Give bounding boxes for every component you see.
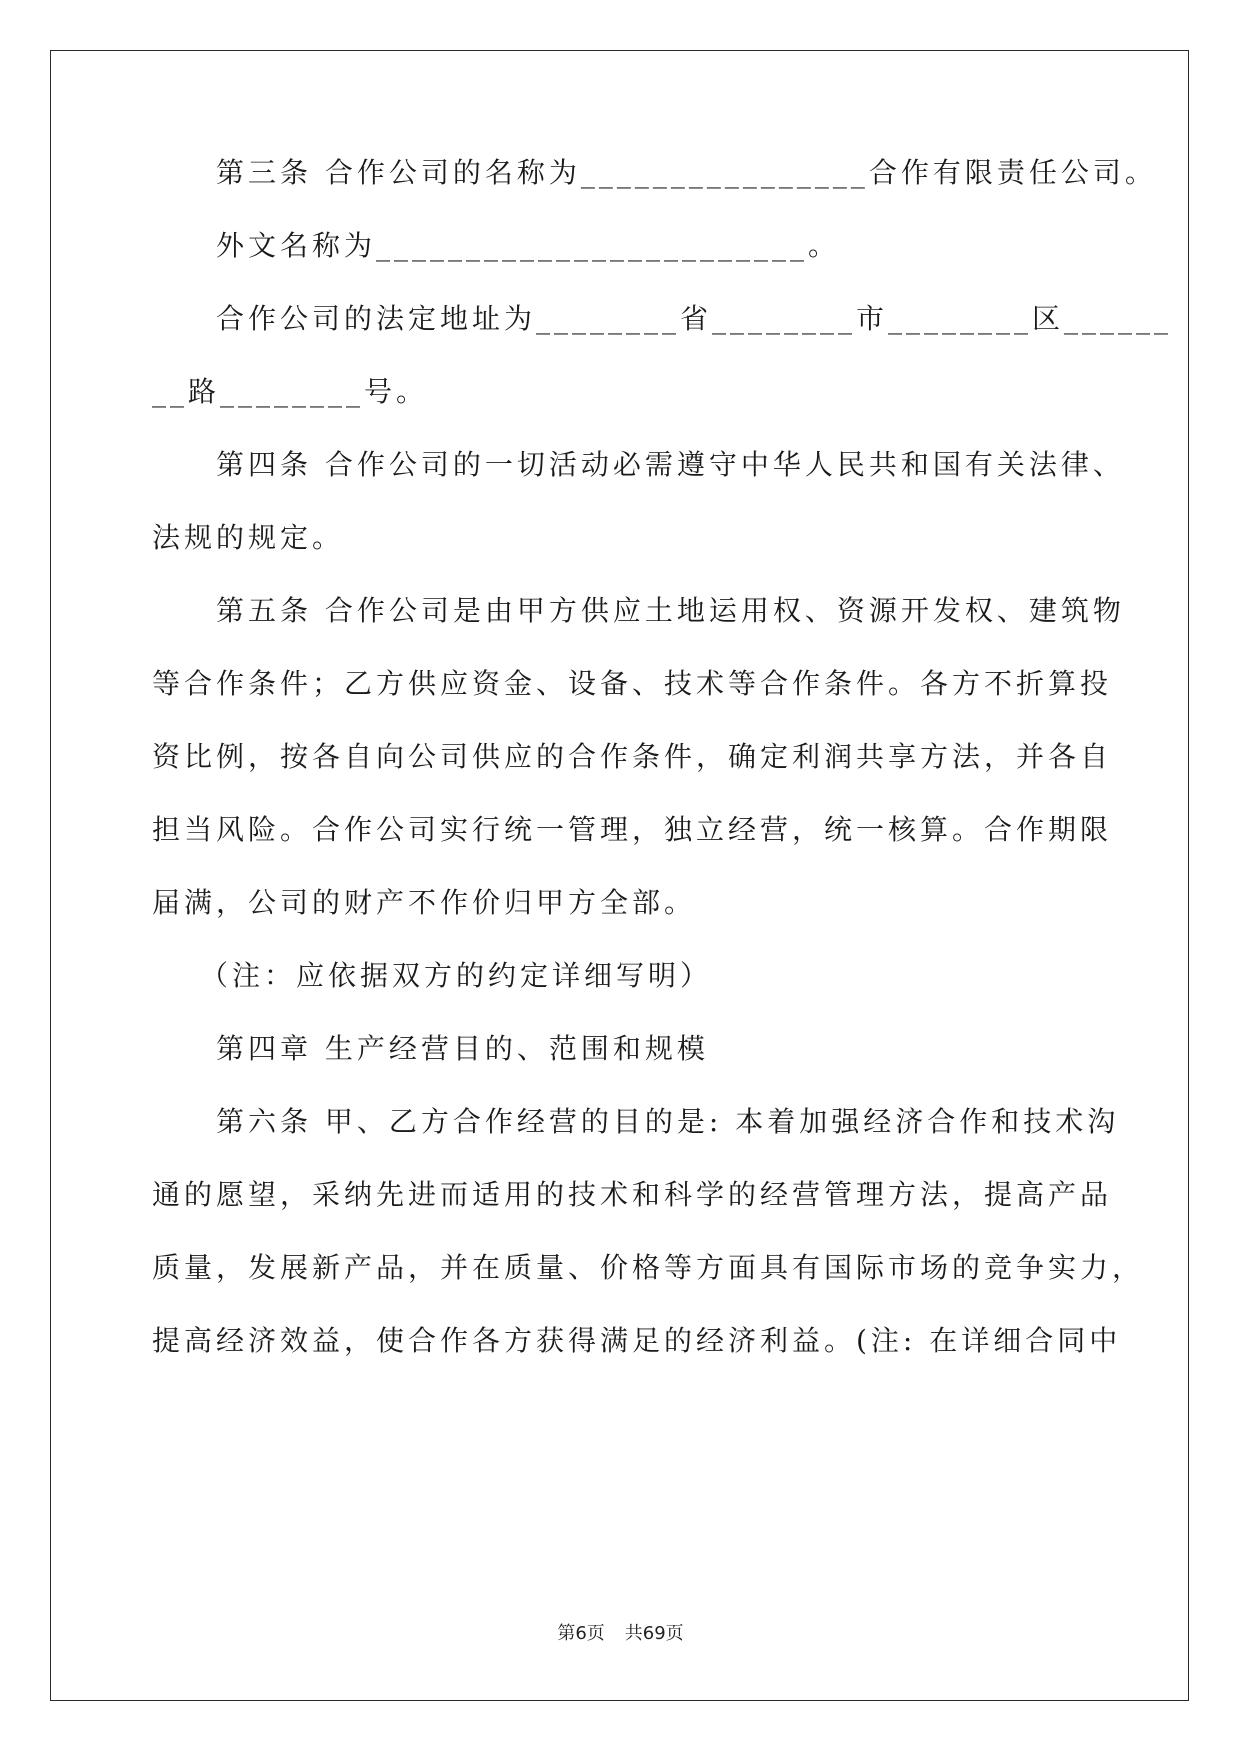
paragraph-line: 第六条 甲、乙方合作经营的目的是: 本着加强经济合作和技术沟 <box>216 1105 1120 1138</box>
total-prefix: 共 <box>624 1623 643 1644</box>
paragraph-line: 第三条 合作公司的名称为________________合作有限责任公司。 <box>216 156 1157 189</box>
paragraph-line: 担当风险。合作公司实行统一管理，独立经营，统一核算。合作期限 <box>152 813 1113 846</box>
page-number: 6 <box>575 1623 587 1644</box>
paragraph-line: 提高经济效益，使合作各方获得满足的经济利益。(注: 在详细合同中 <box>152 1324 1122 1357</box>
paragraph-line: 通的愿望，采纳先进而适用的技术和科学的经营管理方法，提高产品 <box>152 1178 1113 1211</box>
paragraph-line: 等合作条件；乙方供应资金、设备、技术等合作条件。各方不折算投 <box>152 667 1113 700</box>
paragraph-line: 质量，发展新产品，并在质量、价格等方面具有国际市场的竞争实力， <box>152 1251 1145 1284</box>
paragraph-line: 法规的规定。 <box>152 521 345 554</box>
page-footer <box>0 1623 1241 1645</box>
paragraph-line: （注：应依据双方的约定详细写明） <box>200 959 713 992</box>
total-pages: 69 <box>642 1623 666 1644</box>
paragraph-line: 外文名称为________________________。 <box>216 229 841 262</box>
page-border <box>50 50 1189 1701</box>
total-suffix: 页 <box>665 1623 684 1644</box>
chapter-heading: 第四章 生产经营目的、范围和规模 <box>216 1032 709 1065</box>
paragraph-line: __路________号。 <box>152 375 429 408</box>
paragraph-line: 合作公司的法定地址为________省________市________区______ <box>216 302 1173 335</box>
paragraph-line: 资比例，按各自向公司供应的合作条件，确定利润共享方法，并各自 <box>152 740 1113 773</box>
page-suffix: 页 <box>586 1623 605 1644</box>
paragraph-line: 第四条 合作公司的一切活动必需遵守中华人民共和国有关法律、 <box>216 448 1125 481</box>
paragraph-line: 第五条 合作公司是由甲方供应土地运用权、资源开发权、建筑物 <box>216 594 1125 627</box>
page-prefix: 第 <box>557 1623 576 1644</box>
paragraph-line: 届满，公司的财产不作价归甲方全部。 <box>152 886 697 919</box>
